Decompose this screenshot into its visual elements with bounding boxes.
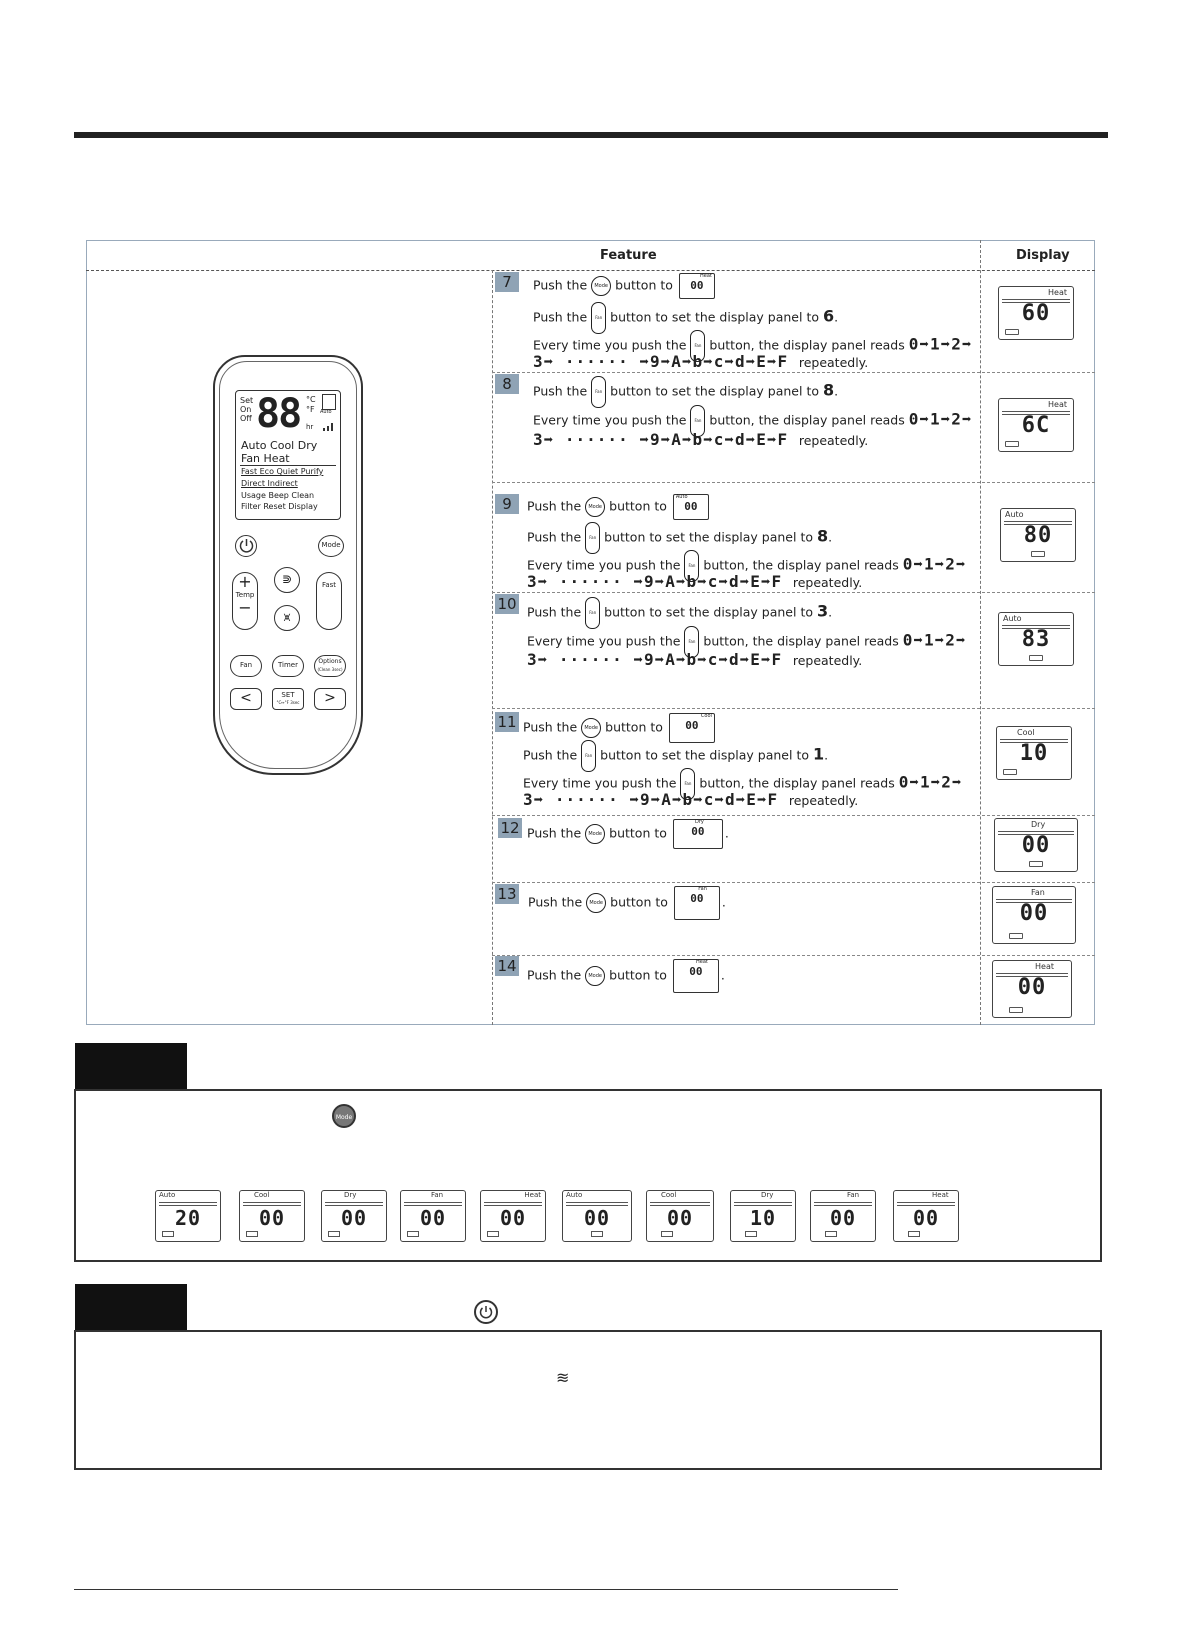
note-tab-2 (75, 1284, 187, 1330)
step11-line2: Push the Fan button to set the display panel to 1. (523, 740, 828, 772)
lcd-celsius: °C (306, 395, 316, 404)
step10-line1: Push the Fan button to set the display panel to 3. (527, 597, 832, 629)
mini-display: Cool 00 (669, 713, 715, 743)
remote-timer-button[interactable]: Timer (272, 655, 304, 677)
step7-line3: Every time you push the Fan button, the display panel reads 0➡1➡2➡ (533, 330, 973, 362)
mini-display: Heat 00 (679, 273, 715, 299)
remote-fast-button[interactable] (316, 572, 342, 630)
remote-left-button[interactable]: < (230, 688, 262, 710)
step-number-11: 11 (495, 712, 519, 732)
step-number-8: 8 (495, 374, 519, 394)
seq-display-3: Dry 00 (321, 1190, 387, 1242)
step11-line3: Every time you push the Fan button, the display panel reads 0➡1➡2➡ (523, 768, 963, 800)
step-number-13: 13 (495, 884, 519, 904)
remote-direct-button[interactable] (274, 567, 300, 593)
options-label: Options (318, 658, 342, 665)
remote-fan-button[interactable]: Fan (230, 655, 262, 677)
seq-display-2: Cool 00 (239, 1190, 305, 1242)
fan-button-icon: Fan (684, 550, 699, 582)
step9-line1: Push the Mode button to Auto 00 (527, 494, 711, 520)
lcd-auto-fan: Auto (320, 409, 332, 415)
lcd-mode-row1: Auto Cool Dry (241, 439, 318, 452)
table-header-divider (86, 270, 1095, 271)
remote-temp-button[interactable] (232, 572, 258, 630)
set-sub: °C↔°F 3sec (276, 700, 300, 705)
step-number-12: 12 (498, 818, 522, 838)
options-sub: (Clean 3sec) (317, 667, 343, 672)
power-icon (474, 1300, 498, 1324)
mini-display: Auto 00 (673, 494, 709, 520)
note-tab-1 (75, 1043, 187, 1089)
mode-button-icon: Mode (591, 276, 611, 296)
step-number-14: 14 (495, 956, 519, 976)
seq-display-6: Auto 00 (562, 1190, 632, 1242)
bottom-rule (74, 1589, 898, 1590)
signal-icon (322, 421, 336, 431)
display-step13: Fan 00 (992, 886, 1076, 944)
row-divider (492, 955, 1095, 956)
column-divider-left (492, 270, 493, 1025)
remote-right-button[interactable]: > (314, 688, 346, 710)
step7-line1: Push the Mode button to Heat 00 (533, 273, 717, 299)
step11-line1: Push the Mode button to Cool 00 (523, 713, 717, 743)
fan-button-icon: Fan (581, 740, 596, 772)
lcd-fahrenheit: °F (306, 405, 315, 414)
remote-indirect-button[interactable] (274, 605, 300, 631)
display-step10: Auto 83 (998, 612, 1074, 666)
wind-icon: ≋ (556, 1368, 570, 1387)
step9-line2: Push the Fan button to set the display panel to 8. (527, 522, 832, 554)
mode-button-icon: Mode (581, 718, 601, 738)
seq-display-9: Fan 00 (810, 1190, 876, 1242)
lcd-options-row4: Filter Reset Display (241, 502, 318, 511)
display-step14: Heat 00 (992, 960, 1072, 1018)
set-label: SET (281, 691, 295, 699)
lcd-hr: hr (306, 423, 314, 431)
mode-icon: Mode (332, 1104, 356, 1128)
row-divider (492, 592, 1095, 593)
row-divider (492, 815, 1095, 816)
step14-line1: Push the Mode button to Heat 00 . (527, 959, 725, 993)
step8-line1: Push the Fan button to set the display panel to 8. (533, 376, 838, 408)
display-step9: Auto 80 (1000, 508, 1076, 562)
seq-display-4: Fan 00 (400, 1190, 466, 1242)
lcd-set: Set (240, 396, 254, 405)
remote-mode-button[interactable]: Mode (318, 535, 344, 557)
seq-display-1: Auto 20 (155, 1190, 221, 1242)
lcd-options-row1: Fast Eco Quiet Purify (241, 467, 324, 476)
header-display: Display (1016, 248, 1070, 263)
fan-button-icon: Fan (585, 522, 600, 554)
step11-sequence: 3➡ ······ ➡9➡A➡b➡c➡d➡E➡F repeatedly. (523, 790, 859, 809)
display-step7: Heat 60 (998, 286, 1074, 340)
step10-line2: Every time you push the Fan button, the display panel reads 0➡1➡2➡ (527, 626, 967, 658)
display-step8: Heat 6C (998, 398, 1074, 452)
mode-button-icon: Mode (585, 824, 605, 844)
row-divider (492, 372, 1095, 373)
display-step12: Dry 00 (994, 818, 1078, 872)
step13-line1: Push the Mode button to Fan 00 . (528, 886, 726, 920)
remote-power-button[interactable] (235, 535, 257, 557)
mini-display: Dry 00 (673, 819, 723, 849)
fan-button-icon: Fan (684, 626, 699, 658)
power-icon (237, 536, 256, 555)
top-rule (74, 132, 1108, 138)
remote-options-button[interactable] (314, 655, 346, 677)
seq-display-8: Dry 10 (730, 1190, 796, 1242)
fast-label: Fast (321, 581, 337, 589)
step9-line3: Every time you push the Fan button, the display panel reads 0➡1➡2➡ (527, 550, 967, 582)
step-number-7: 7 (495, 272, 519, 292)
temp-label: Temp (235, 591, 255, 599)
lcd-divider (240, 465, 336, 466)
step8-sequence: 3➡ ······ ➡9➡A➡b➡c➡d➡E➡F repeatedly. (533, 430, 869, 449)
wind-direct-icon: ⋑ (281, 572, 293, 586)
step7-sequence: 3➡ ······ ➡9➡A➡b➡c➡d➡E➡F repeatedly. (533, 352, 869, 371)
row-divider (492, 708, 1095, 709)
step8-line2: Every time you push the Fan button, the display panel reads 0➡1➡2➡ (533, 405, 973, 437)
temp-plus: + (238, 572, 252, 591)
step-number-10: 10 (495, 594, 519, 614)
mode-button-icon: Mode (585, 497, 605, 517)
temp-minus: − (238, 598, 252, 617)
power-note-box (74, 1330, 1102, 1470)
fan-button-icon: Fan (690, 405, 705, 437)
fan-button-icon: Fan (591, 302, 606, 334)
seq-display-7: Cool 00 (646, 1190, 714, 1242)
fan-button-icon: Fan (585, 597, 600, 629)
lcd-digits: 88 (256, 391, 301, 437)
lcd-mode-row2: Fan Heat (241, 452, 290, 465)
fan-button-icon: Fan (680, 768, 695, 800)
remote-set-button[interactable] (272, 688, 304, 710)
mini-display: Fan 00 (674, 886, 720, 920)
display-step11: Cool 10 (996, 726, 1072, 780)
seq-display-5: Heat 00 (480, 1190, 546, 1242)
lcd-on: On (240, 405, 252, 414)
column-divider-right (980, 240, 981, 1025)
fan-button-icon: Fan (591, 376, 606, 408)
battery-icon (322, 394, 336, 410)
mini-display: Heat 00 (673, 959, 719, 993)
row-divider (492, 882, 1095, 883)
step-number-9: 9 (495, 494, 519, 514)
lcd-options-row3: Usage Beep Clean (241, 491, 315, 500)
step7-line2: Push the Fan button to set the display panel to 6. (533, 302, 838, 334)
step12-line1: Push the Mode button to Dry 00 . (527, 819, 729, 849)
lcd-off: Off (240, 414, 252, 423)
wind-indirect-icon: ⩙ (283, 610, 291, 624)
step10-sequence: 3➡ ······ ➡9➡A➡b➡c➡d➡E➡F repeatedly. (527, 650, 863, 669)
mode-button-icon: Mode (585, 966, 605, 986)
seq-display-10: Heat 00 (893, 1190, 959, 1242)
remote-lcd (235, 390, 341, 520)
fan-button-icon: Fan (690, 330, 705, 362)
lcd-options-row2: Direct Indirect (241, 479, 298, 488)
header-feature: Feature (600, 248, 657, 263)
row-divider (492, 482, 1095, 483)
step9-sequence: 3➡ ······ ➡9➡A➡b➡c➡d➡E➡F repeatedly. (527, 572, 863, 591)
mode-button-icon: Mode (586, 893, 606, 913)
